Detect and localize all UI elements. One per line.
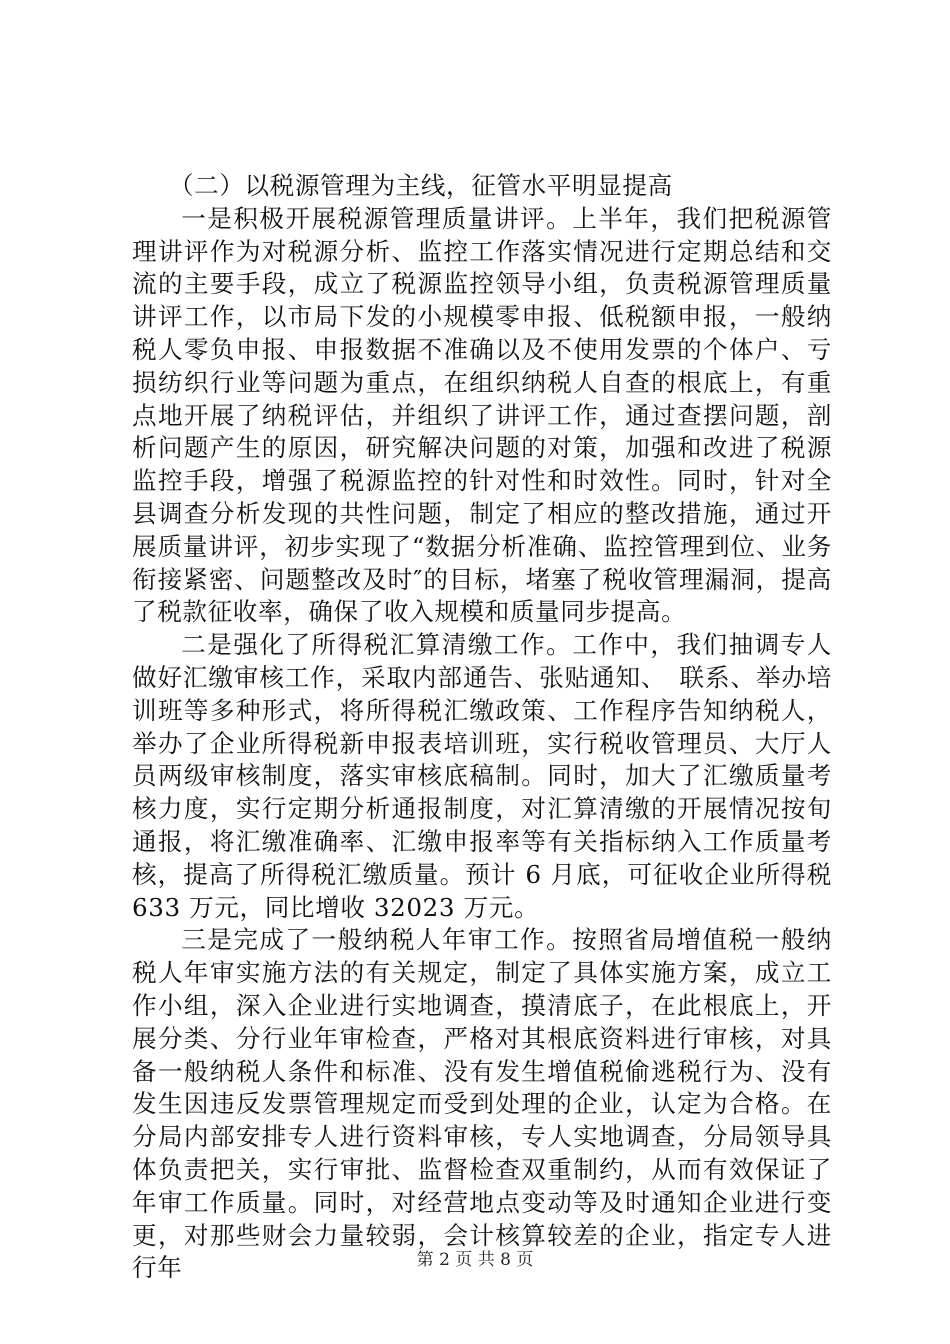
- paragraph-source-management: 一是积极开展税源管理质量讲评。上半年，我们把税源管理讲评作为对税源分析、监控工作落实情况进行定期总结和交流的主要手段，成立了税源监控领导小组，负责税源管理质量讲评工作，以市局下发的小规模零申报、低税额申报，一般纳税人零负申报、申报数据不准确以及不使用发票的个体户、亏损纺织行业等问题为重点，在组织纳税人自查的根底上，有重点地开展了纳税评估，并组织了讲评工作，通过查摆问题，剖析问题产生的原因，研究解决问题的对策，加强和改进了税源监控手段，增强了税源监控的针对性和时效性。同时，针对全县调查分析发现的共性问题，制定了相应的整改措施，通过开展质量讲评，初步实现了“数据分析准确、监控管理到位、业务衔接紧密、问题整改及时″的目标，堵塞了税收管理漏洞，提高了税款征收率，确保了收入规模和质量同步提高。: [132, 203, 832, 627]
- page-footer: 第 2 页 共 8 页: [416, 1250, 534, 1270]
- section-heading: （二）以税源管理为主线，征管水平明显提高: [168, 171, 673, 200]
- document-body: [132, 170, 832, 1285]
- paragraph-annual-review: 三是完成了一般纳税人年审工作。按照省局增值税一般纳税人年审实施方法的有关规定，制定了具体实施方案，成立工作小组，深入企业进行实地调查，摸清底子，在此根底上，开展分类、分行业年审检查，严格对其根底资料进行审核，对具备一般纳税人条件和标准、没有发生增值税偷逃税行为、没有发生因违反发票管理规定而受到处理的企业，认定为合格。在分局内部安排专人进行资料审核，专人实地调查，分局领导具体负责把关，实行审批、监督检查双重制约，从而有效保证了年审工作质量。同时，对经营地点变动等及时通知企业进行变更，对那些财会力量较弱，会计核算较差的企业，指定专人进行年: [132, 925, 832, 1283]
- paragraph-income-tax: 二是强化了所得税汇算清缴工作。工作中，我们抽调专人做好汇缴审核工作，采取内部通告、张贴通知、 联系、举办培训班等多种形式，将所得税汇缴政策、工作程序告知纳税人，举办了企业所得税新申报表培训班，实行税收管理员、大厅人员两级审核制度，落实审核底稿制。同时，加大了汇缴质量考核力度，实行定期分析通报制度，对汇算清缴的开展情况按旬通报，将汇缴准确率、汇缴申报率等有关指标纳入工作质量考核，提高了所得税汇缴质量。预计 6 月底，可征收企业所得税 633 万元，同比增收 32023 万元。: [132, 630, 832, 922]
